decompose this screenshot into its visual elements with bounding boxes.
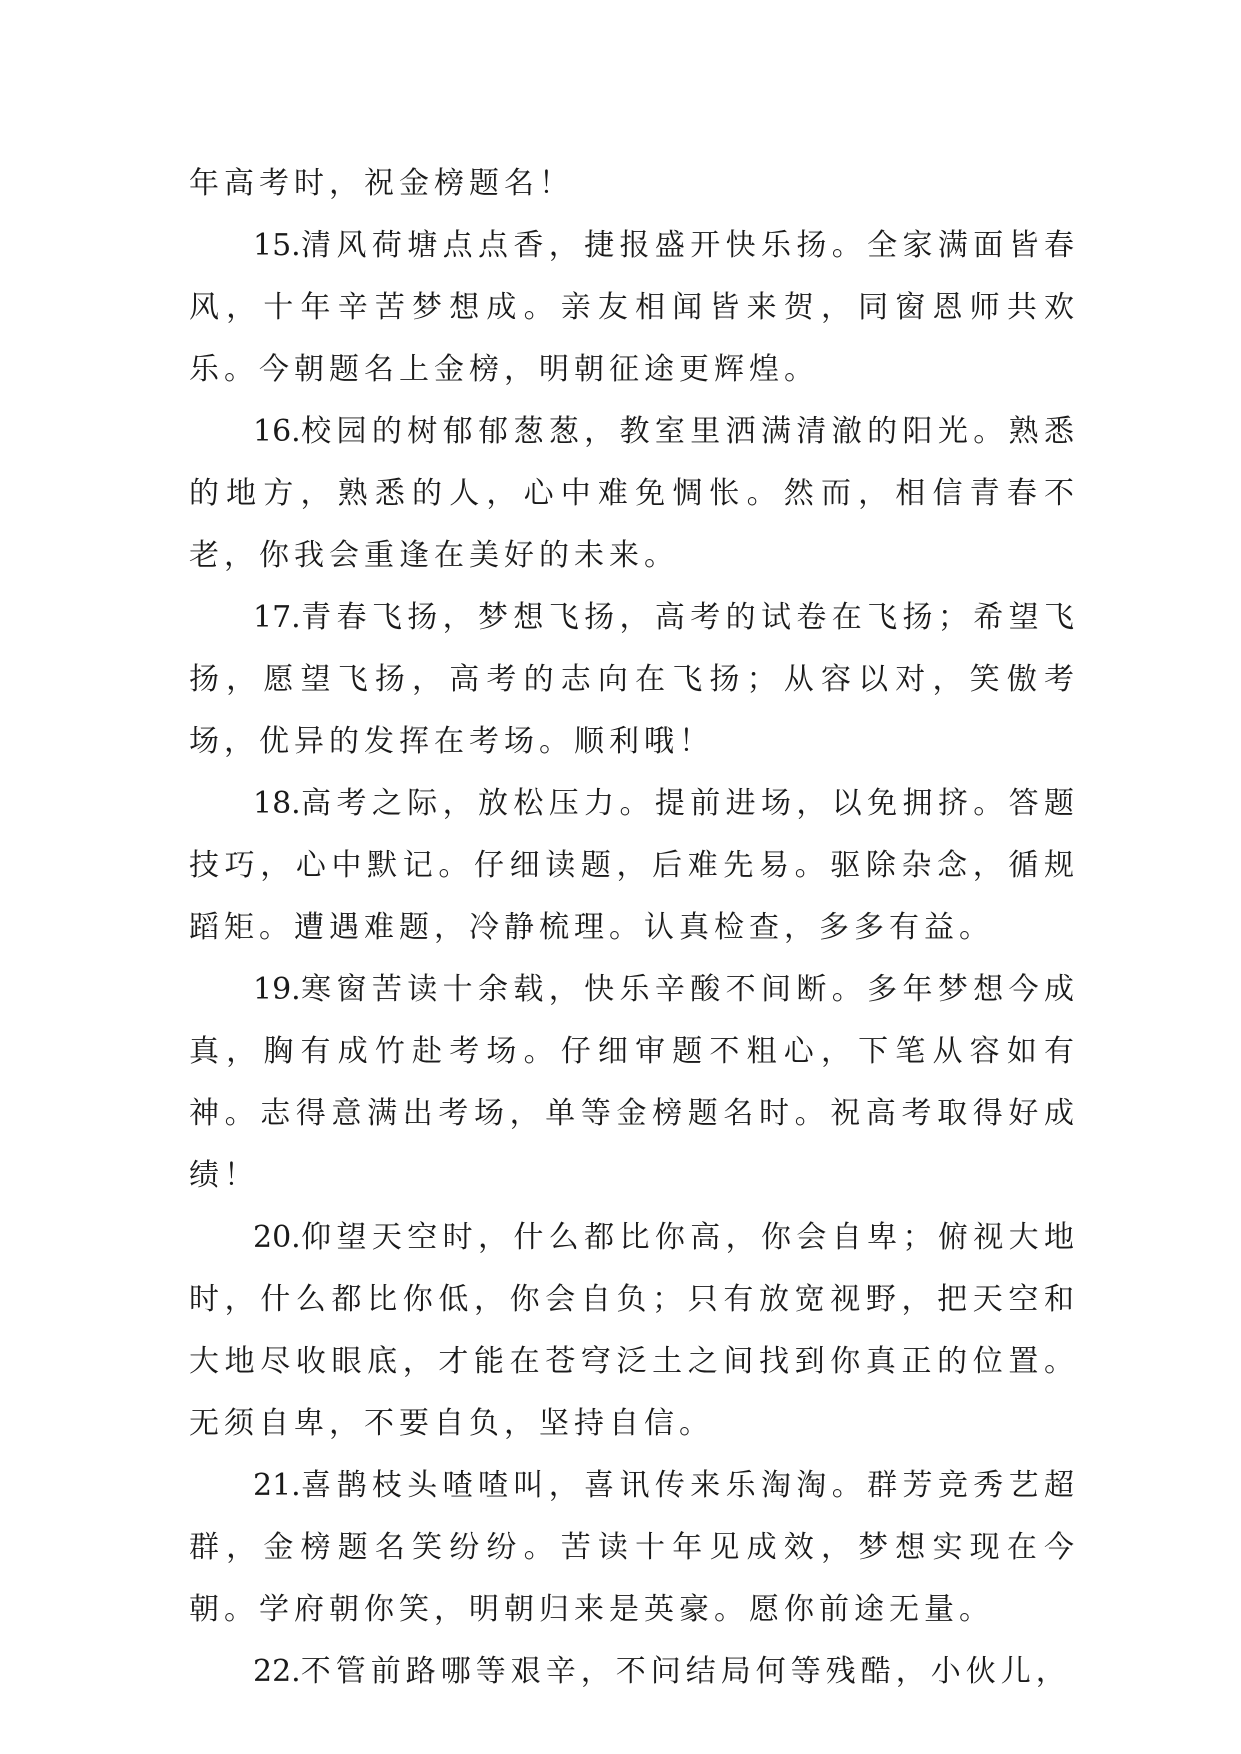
paragraph-item-15 [189,215,1079,401]
paragraph-item-21 [189,1455,1079,1641]
item-number: 20. [253,1220,301,1255]
paragraph-text: 仰望天空时，什么都比你高，你会自卑；俯视大地时，什么都比你低，你会自负；只有放宽视野，把天空和大地尽收眼底，才能在苍穹泛土之间找到你真正的位置。无须自卑，不要自负，坚持自信。 [189,1220,1079,1441]
paragraph-text: 青春飞扬，梦想飞扬，高考的试卷在飞扬；希望飞扬，愿望飞扬，高考的志向在飞扬；从容以对，笑傲考场，优异的发挥在考场。顺利哦！ [189,600,1079,759]
item-number: 16. [253,414,301,449]
item-number: 15. [253,228,301,263]
paragraph-item-18 [189,773,1079,959]
item-number: 18. [253,786,301,821]
item-number: 22. [253,1654,301,1689]
document-body [189,153,1079,1703]
paragraph-item-16 [189,401,1079,587]
paragraph-item-19 [189,959,1079,1207]
paragraph-text: 不管前路哪等艰辛，不问结局何等残酷，小伙儿， [300,1654,1071,1689]
item-number: 21. [253,1468,301,1503]
paragraph-text: 年高考时，祝金榜题名！ [189,166,574,201]
paragraph-text: 校园的树郁郁葱葱，教室里洒满清澈的阳光。熟悉的地方，熟悉的人，心中难免惆怅。然而，相信青春不老，你我会重逢在美好的未来。 [189,414,1079,573]
item-number: 19. [253,972,301,1007]
paragraph-continuation [189,153,1079,215]
paragraph-text: 高考之际，放松压力。提前进场，以免拥挤。答题技巧，心中默记。仔细读题，后难先易。驱除杂念，循规蹈矩。遭遇难题，冷静梳理。认真检查，多多有益。 [189,786,1079,945]
paragraph-item-22 [189,1641,1079,1703]
paragraph-item-20 [189,1207,1079,1455]
paragraph-text: 喜鹊枝头喳喳叫，喜讯传来乐淘淘。群芳竞秀艺超群，金榜题名笑纷纷。苦读十年见成效，梦想实现在今朝。学府朝你笑，明朝归来是英豪。愿你前途无量。 [189,1468,1079,1627]
paragraph-text: 寒窗苦读十余载，快乐辛酸不间断。多年梦想今成真，胸有成竹赴考场。仔细审题不粗心，下笔从容如有神。志得意满出考场，单等金榜题名时。祝高考取得好成绩！ [189,972,1079,1193]
paragraph-text: 清风荷塘点点香，捷报盛开快乐扬。全家满面皆春风，十年辛苦梦想成。亲友相闻皆来贺，同窗恩师共欢乐。今朝题名上金榜，明朝征途更辉煌。 [189,228,1079,387]
paragraph-item-17 [189,587,1079,773]
item-number: 17. [253,600,301,635]
